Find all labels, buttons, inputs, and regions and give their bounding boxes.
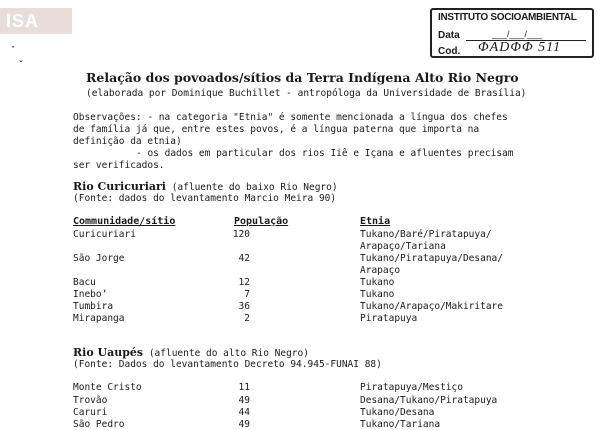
table-cell-site: Trovão [73, 395, 108, 406]
scan-mark: ˇ [18, 60, 25, 71]
obs-line: de família já que, entre estes povos, é a língua paterna que importa na [73, 124, 480, 135]
table-cell-site: Monte Cristo [73, 382, 142, 393]
table-cell-ethnicity: Tukano/Piratapuya/Desana/ [360, 253, 503, 264]
table-cell-ethnicity: Arapaço/Tariana [360, 241, 446, 252]
table-cell-ethnicity: Desana/Tukano/Piratapuya [360, 395, 498, 406]
table-cell-ethnicity: Tukano/Baré/Piratapuya/ [360, 229, 492, 240]
section-heading-note: (afluente do alto Rio Negro) [143, 348, 309, 359]
table-cell-ethnicity: Arapaço [360, 265, 401, 276]
table-cell-site: Bacu [73, 277, 96, 288]
table-cell-population: 42 [238, 253, 250, 264]
table-cell-population: 120 [232, 229, 250, 240]
table-cell-site: São Pedro [73, 419, 125, 430]
table-cell-site: Mirapanga [73, 313, 125, 324]
section-heading-name: Rio Uaupés [73, 346, 144, 359]
document-subtitle: (elaborada por Dominique Buchillet - antropóloga da Universidade de Brasília) [86, 88, 527, 99]
column-header-ethnicity: Etnia [360, 216, 391, 227]
table-cell-ethnicity: Tukano/Tariana [360, 419, 441, 430]
table-cell-site: Caruri [73, 407, 108, 418]
stamp-org: INSTITUTO SOCIOAMBIENTAL [438, 12, 577, 23]
table-cell-ethnicity: Tukano [360, 277, 395, 288]
table-cell-site: São Jorge [73, 253, 125, 264]
table-cell-ethnicity: Tukano [360, 289, 395, 300]
table-cell-population: 49 [238, 419, 250, 430]
stamp-cod-label: Cod. [438, 46, 461, 57]
table-cell-population: 7 [244, 289, 250, 300]
stamp-date-label: Data [438, 30, 460, 41]
obs-line: Observações: - na categoria "Etnia" é somente mencionada a língua dos chefes [73, 112, 508, 123]
section-heading [73, 180, 338, 193]
section-source: (Fonte: dados do levantamento Marcio Meira 90) [73, 193, 337, 204]
table-cell-ethnicity: Piratapuya/Mestiço [360, 382, 463, 393]
section-source: (Fonte: Dados do levantamento Decreto 94.945-FUNAI 88) [73, 359, 382, 370]
table-cell-population: 12 [238, 277, 250, 288]
table-cell-ethnicity: Tukano/Arapaço/Makiritare [360, 301, 503, 312]
table-cell-population: 36 [238, 301, 250, 312]
column-header-population: População [234, 216, 289, 227]
table-cell-ethnicity: Tukano/Desana [360, 407, 435, 418]
table-cell-population: 2 [244, 313, 250, 324]
table-cell-ethnicity: Piratapuya [360, 313, 418, 324]
institution-stamp [430, 8, 594, 58]
isa-logo: ISA [0, 8, 72, 34]
table-cell-population: 11 [238, 382, 250, 393]
scan-dot: · [10, 42, 17, 53]
section-heading-name: Rio Curicuriari [73, 180, 166, 193]
table-cell-population: 49 [238, 395, 250, 406]
table-cell-site: Curicuriari [73, 229, 136, 240]
obs-line: - os dados em particular dos rios Iiê e Içana e afluentes precisam [136, 148, 514, 159]
section-heading-note: (afluente do baixo Rio Negro) [165, 182, 338, 193]
table-cell-population: 44 [238, 407, 250, 418]
stamp-date-value: ___/___/___ [492, 29, 543, 39]
document-title: Relação dos povoados/sítios da Terra Indígena Alto Rio Negro [86, 70, 519, 85]
column-header-site: Communidade/sítio [73, 216, 176, 227]
table-cell-site: Ineboʼ [73, 289, 108, 300]
stamp-cod-line [466, 56, 586, 57]
table-cell-site: Tumbira [73, 301, 114, 312]
section-heading [73, 346, 309, 359]
obs-line: definição da etnia) [73, 136, 182, 147]
obs-line: ser verificados. [73, 160, 165, 171]
stamp-cod-value: ΦADΦΦ 511 [478, 40, 562, 55]
